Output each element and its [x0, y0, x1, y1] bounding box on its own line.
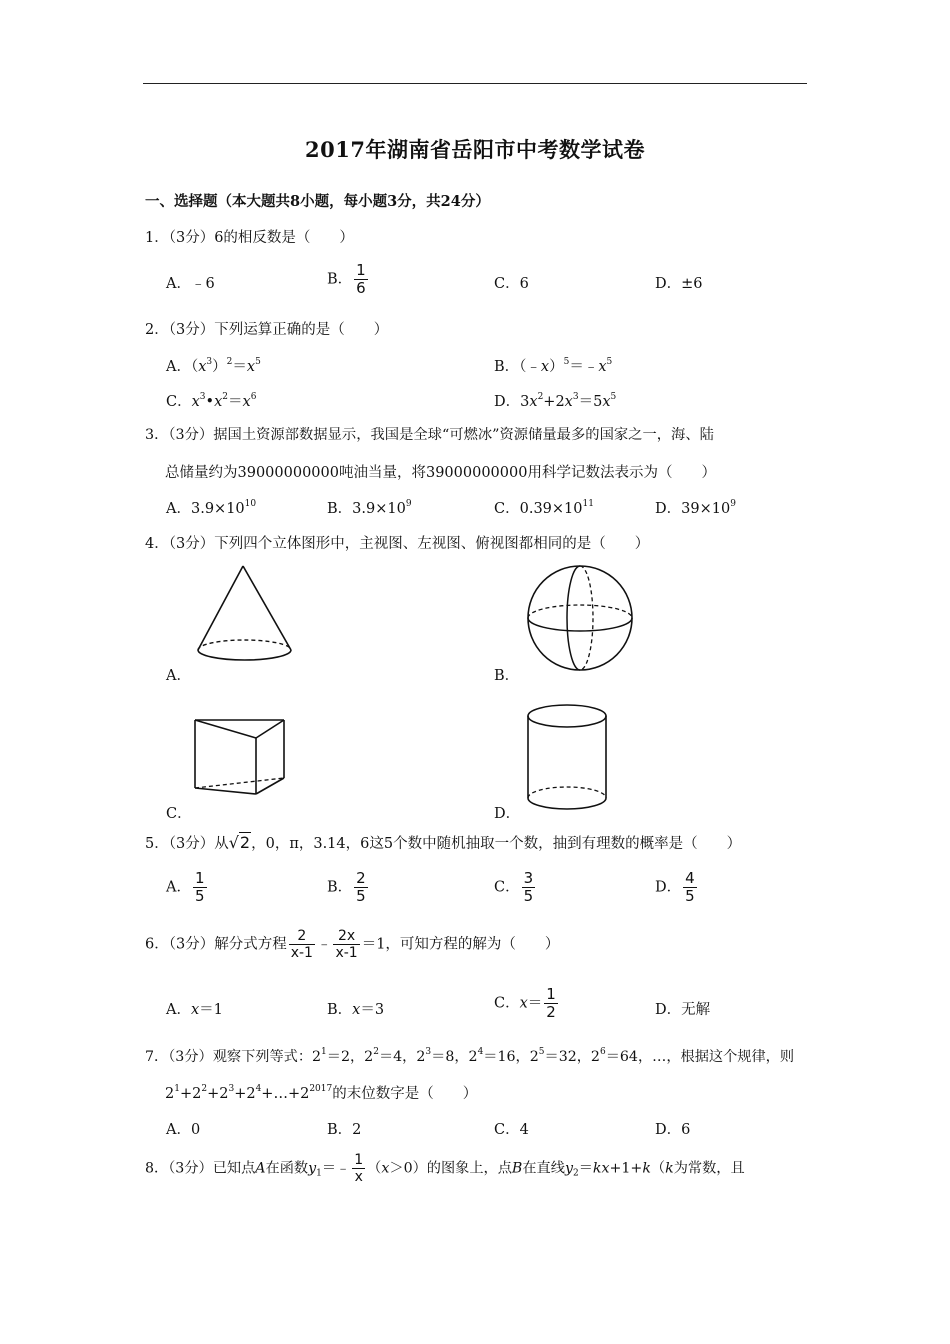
q5-option-c [494, 870, 537, 905]
fraction-denominator: 5 [523, 887, 534, 905]
q2-option-a-label: A． [166, 359, 191, 375]
q4-option-c: C． [166, 806, 192, 822]
fraction-numerator: 2 [297, 928, 307, 944]
q3-option-c [494, 497, 594, 518]
q3-option-b [327, 497, 412, 518]
q1-option-a: A．﹣6 [166, 276, 215, 292]
q3-option-d [655, 497, 736, 518]
fraction-numerator: 4 [685, 869, 695, 887]
q5-stem-suffix: ，0，π，3.14，6这5个数中随机抽取一个数，抽到有理数的概率是（ ） [251, 836, 742, 852]
q6-option-b: B．x＝3 [327, 1002, 385, 1018]
q8-fraction [352, 1152, 365, 1185]
q5-stem [145, 832, 741, 853]
fraction-numerator: 3 [523, 869, 534, 887]
q3-option-a-exponent: 10 [244, 499, 257, 509]
q6-option-a: A．x＝1 [166, 1002, 223, 1018]
q1-option-b-label: B． [327, 271, 353, 288]
q3-option-d-label: D． [655, 501, 682, 517]
q7-option-b: B．2 [327, 1122, 362, 1138]
exam-title: 2017年湖南省岳阳市中考数学试卷 [305, 137, 645, 162]
q5-option-a-label: A． [166, 879, 191, 896]
q7-option-d: D．6 [655, 1122, 691, 1138]
q6-stem-prefix: 6．（3分）解分式方程 [145, 936, 287, 953]
q5-option-b [327, 870, 370, 905]
q1-option-b [327, 262, 370, 297]
fraction-numerator: 2 [356, 869, 366, 887]
q3-option-c-exponent: 11 [582, 499, 594, 509]
q1-stem: 1．（3分）6的相反数是（ ） [145, 230, 354, 246]
q4-option-b: B． [494, 668, 520, 684]
q6-fraction-2 [333, 928, 359, 961]
q2-option-d: D．$3x^2+2x^3=5x^5$ [494, 392, 617, 410]
fraction-denominator: x-1 [335, 945, 358, 961]
prism-figure [190, 714, 290, 798]
q1-option-d: D．±6 [655, 276, 703, 292]
q6-option-a-label: A． [166, 1002, 191, 1018]
q2-option-d-label: D． [494, 394, 521, 410]
q6-option-b-label: B． [327, 1002, 353, 1018]
fraction-denominator: x-1 [290, 945, 313, 961]
q1-option-c: C．6 [494, 276, 529, 292]
q5-option-b-fraction [354, 870, 368, 905]
q6-option-c-fraction [544, 986, 558, 1021]
fraction-denominator: 5 [194, 887, 205, 905]
fraction-denominator: 5 [685, 887, 695, 905]
fraction-numerator: 1 [194, 869, 205, 887]
q3-stem-line1: 3．（3分）据国土资源部数据显示，我国是全球“可燃冰”资源储量最多的国家之一，海、陆 [145, 427, 714, 443]
cone-figure [190, 562, 300, 672]
q3-stem-line2: 总储量约为39000000000吨油当量，将39000000000用科学记数法表示为（ ） [165, 465, 716, 481]
q7-option-c: C．4 [494, 1122, 529, 1138]
q2-option-b: B．$(﹣x)^5=﹣x^5$ [494, 357, 613, 375]
q3-option-c-base: 0.39×10 [519, 501, 583, 517]
fraction-denominator: 6 [356, 279, 366, 297]
q8-stem: 8．（3分）已知点A在函数$y_1=﹣$ $\frac{1}{x}$ （x＞0）的图象上，点B在直线$y_2=kx+1+k(k$为常数，且 [145, 1152, 745, 1185]
fraction-denominator: 5 [356, 887, 366, 905]
sphere-figure [522, 562, 638, 674]
q2-option-a: A．$(x^3)^2=x^5$ [166, 357, 261, 375]
minus-sign: ﹣ [316, 936, 332, 953]
q7-stem-line2: $2^1+2^2+2^3+2^4+\dots+2^{2017}$的末位数字是（ ） [165, 1084, 478, 1102]
cylinder-figure [522, 700, 612, 818]
q8-stem-prefix: 8．（3分）已知点 [145, 1160, 256, 1177]
fraction-denominator: 2 [546, 1003, 556, 1021]
q3-option-a-base: 3.9×10 [190, 501, 245, 517]
fraction-numerator: 2x [337, 928, 356, 944]
q3-option-b-label: B． [327, 501, 353, 517]
q3-option-c-label: C． [494, 501, 520, 517]
q2-option-c-label: C． [166, 394, 192, 410]
q2-stem: 2．（3分）下列运算正确的是（ ） [145, 322, 389, 338]
q5-option-c-fraction [522, 870, 536, 905]
q4-stem: 4．（3分）下列四个立体图形中，主视图、左视图、俯视图都相同的是（ ） [145, 536, 650, 552]
q2-option-c: C．$x^3•x^2=x^6$ [166, 392, 257, 410]
q5-option-d [655, 870, 699, 905]
q6-fraction-1 [289, 928, 315, 961]
q7-stem-line1: 7．（3分）观察下列等式：$2^1=2$，$2^2=4$，$2^3=8$，$2^4=16$，$2^5=32$，$2^6=64$，…，根据这个规律，则 [145, 1047, 795, 1065]
top-rule [143, 83, 807, 84]
q5-option-b-label: B． [327, 879, 353, 896]
q5-option-a-fraction [193, 870, 207, 905]
q5-option-d-label: D． [655, 879, 682, 896]
q5-stem-prefix: 5．（3分）从 [145, 836, 229, 852]
q3-option-a-label: A． [166, 501, 191, 517]
q4-option-d: D． [494, 806, 521, 822]
section-heading: 一、选择题（本大题共8小题，每小题3分，共24分） [145, 193, 490, 210]
q3-option-d-exponent: 9 [730, 499, 736, 509]
q3-option-b-base: 3.9×10 [352, 501, 406, 517]
q3-option-d-base: 39×10 [681, 501, 731, 517]
q6-option-c: C．x＝ $\frac{1}{2}$ [494, 985, 556, 1021]
q6-option-c-label: C． [494, 995, 520, 1012]
q4-option-a: A． [166, 668, 191, 684]
q2-option-b-label: B． [494, 359, 520, 375]
q1-option-b-fraction [354, 262, 368, 297]
fraction-numerator: 1 [354, 1152, 364, 1168]
fraction-numerator: 1 [356, 261, 366, 279]
q5-option-c-label: C． [494, 879, 520, 896]
q7-option-a: A．0 [166, 1122, 201, 1138]
fraction-numerator: 1 [546, 985, 556, 1003]
sqrt-radicand: 2 [239, 833, 251, 852]
q5-option-d-fraction [683, 870, 697, 905]
sqrt-expression: √2 [228, 833, 251, 852]
q6-option-d: D．无解 [655, 1002, 711, 1018]
q3-option-a [166, 497, 256, 518]
q6-stem [145, 928, 559, 961]
q3-option-b-exponent: 9 [405, 499, 412, 509]
q5-option-a [166, 870, 209, 905]
fraction-denominator: x [354, 1169, 363, 1185]
q6-stem-suffix: ＝1，可知方程的解为（ ） [361, 936, 560, 953]
